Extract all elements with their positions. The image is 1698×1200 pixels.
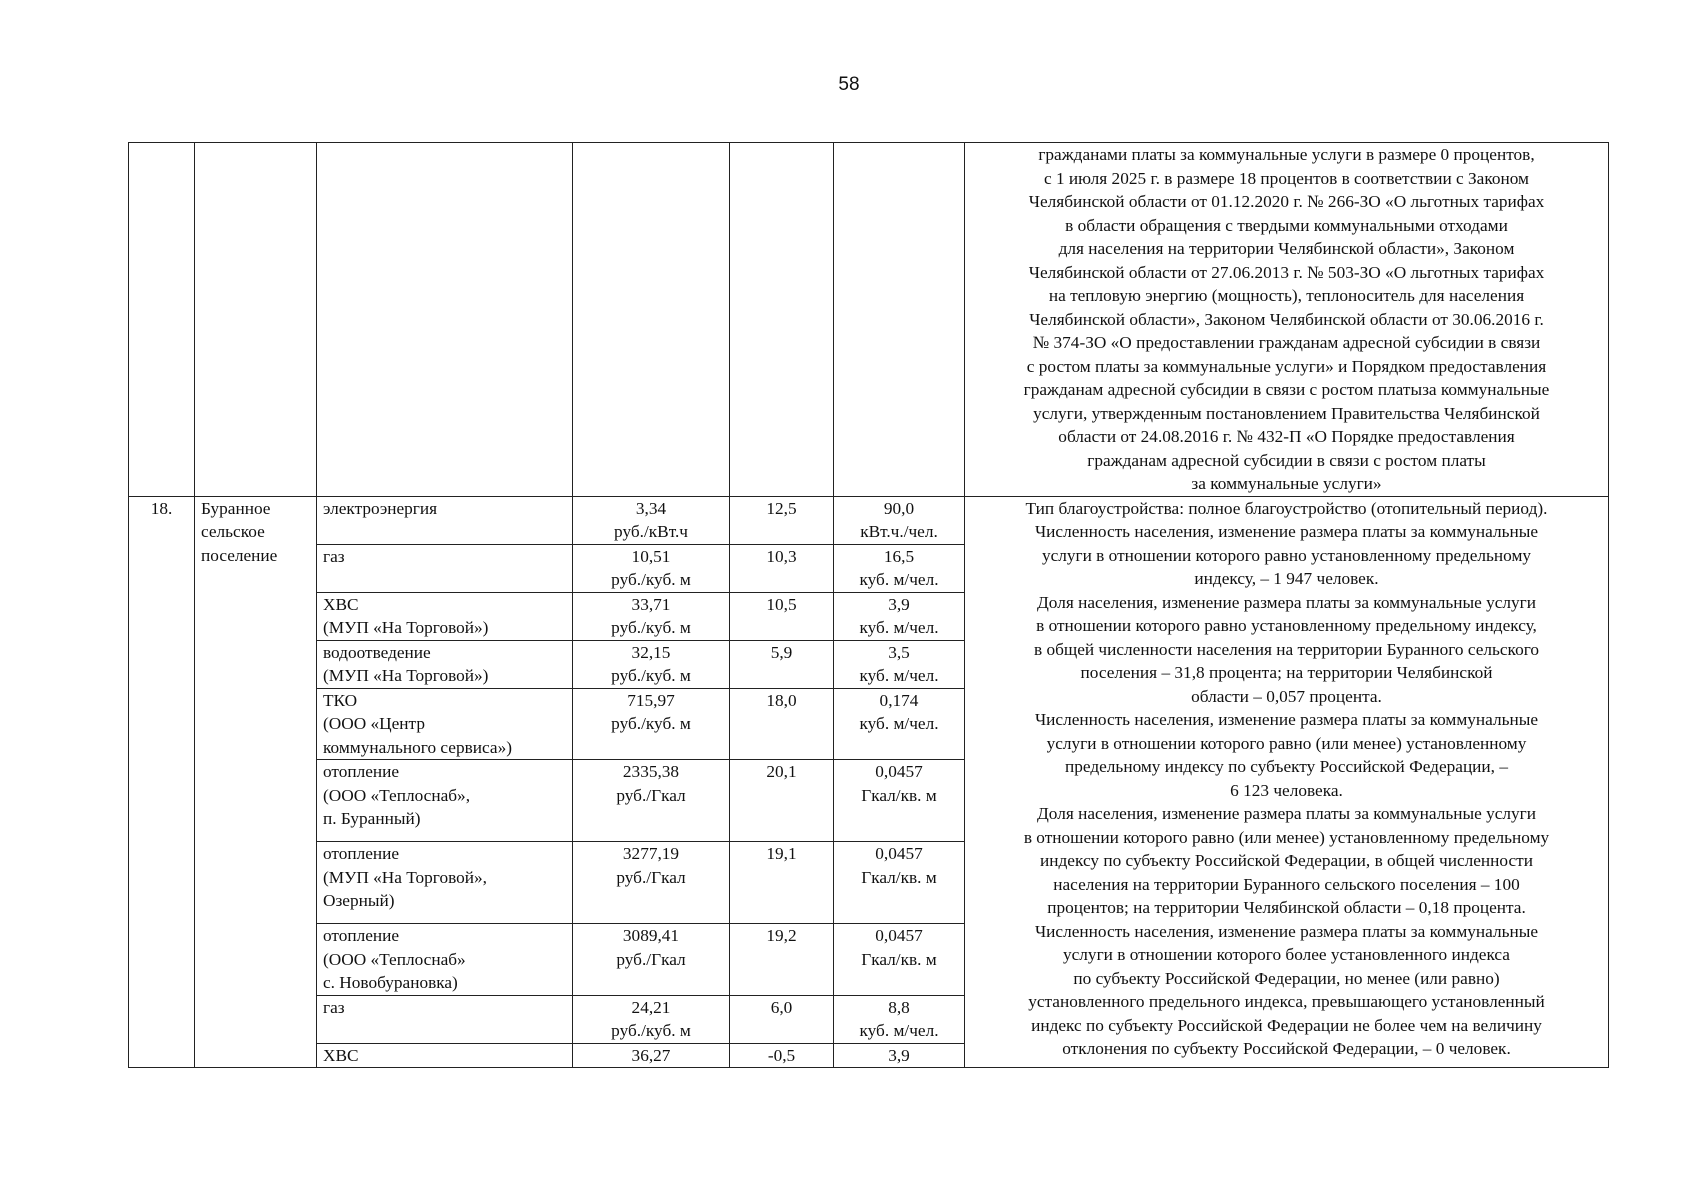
tariff-line: руб./кВт.ч [614, 522, 688, 541]
tariff-value [573, 640, 730, 688]
note-line: Доля населения, изменение размера платы за коммунальные услуги [1037, 804, 1536, 823]
note-line: в отношении которого равно установленному предельному индексу, [1036, 616, 1537, 635]
tariff-line: 10,51 [631, 546, 671, 566]
volume-line: 90,0 [883, 498, 915, 518]
note-line: установленного предельного индекса, превышающего установленный [1028, 992, 1545, 1011]
volume-line: Гкал/кв. м [861, 785, 937, 805]
note-line: населения на территории Буранного сельского поселения – 100 [1053, 874, 1520, 894]
tariff-value [573, 688, 730, 760]
service-name-line: ХВС [323, 1045, 359, 1065]
service-name-line: (ООО «Теплоснаб» [323, 949, 466, 969]
change-percent: 19,1 [730, 842, 834, 924]
municipality-name [195, 496, 317, 1068]
tariff-line: 3,34 [635, 498, 667, 518]
service-name-line: отопление [323, 844, 400, 863]
note-line: процентов; на территории Челябинской области – 0,18 процента. [1047, 898, 1526, 917]
volume-line: Гкал/кв. м [861, 949, 937, 969]
volume-line: 3,5 [888, 642, 910, 662]
note-line: гражданами платы за коммунальные услуги в размере 0 процентов, [1038, 145, 1535, 164]
service-name [317, 995, 573, 1043]
note-line: индекс по субъекту Российской Федерации не более чем на величину [1031, 1015, 1542, 1035]
note-line: для населения на территории Челябинской области», Законом [1058, 239, 1515, 258]
service-name-line: (ООО «Теплоснаб», [323, 785, 471, 805]
volume-line: 0,0457 [875, 844, 923, 863]
service-name-line: газ [323, 997, 345, 1017]
service-name-line: водоотведение [323, 642, 431, 662]
tariff-table [128, 142, 1609, 1068]
service-name-line: (МУП «На Торговой») [323, 666, 489, 685]
volume-line: 3,9 [888, 1045, 910, 1065]
service-name-line: отопление [323, 762, 400, 781]
change-percent: 10,3 [730, 544, 834, 592]
note-line: услуги в отношении которого более установленного индекса [1063, 945, 1510, 964]
note-line: по субъекту Российской Федерации, но менее (или равно) [1073, 968, 1500, 988]
tariff-line: 3089,41 [622, 926, 680, 945]
note-line: на тепловую энергию (мощность), теплоноситель для населения [1048, 286, 1525, 305]
change-percent: -0,5 [730, 1043, 834, 1068]
empty-cell [129, 143, 195, 497]
note-line: № 374-ЗО «О предоставлении гражданам адресной субсидии в связи [1032, 333, 1541, 352]
tariff-value [573, 995, 730, 1043]
tariff-line: руб./куб. м [611, 618, 691, 637]
volume-line: куб. м/чел. [859, 666, 939, 685]
tariff-value [573, 592, 730, 640]
municipality-line: поселение [201, 545, 278, 565]
tariff-value [573, 496, 730, 544]
tariff-value [573, 760, 730, 842]
volume-line: куб. м/чел. [859, 570, 939, 589]
change-percent: 5,9 [730, 640, 834, 688]
row-number: 18. [129, 496, 195, 1068]
note-line: предельному индексу по субъекту Российской Федерации, – [1065, 757, 1508, 776]
tariff-line: 2335,38 [622, 762, 680, 781]
consumption-volume [834, 842, 965, 924]
change-percent: 19,2 [730, 924, 834, 996]
change-percent: 10,5 [730, 592, 834, 640]
consumption-volume [834, 924, 965, 996]
volume-line: кВт.ч./чел. [860, 522, 938, 541]
tariff-value [573, 924, 730, 996]
tariff-value [573, 1043, 730, 1068]
consumption-volume [834, 760, 965, 842]
consumption-volume [834, 1043, 965, 1068]
service-name-line: (МУП «На Торговой», [323, 867, 487, 887]
note-line: услуги в отношении которого равно (или менее) установленному [1046, 733, 1527, 753]
note-line: Челябинской области от 27.06.2013 г. № 503-ЗО «О льготных тарифах [1028, 262, 1545, 282]
tariff-line: 36,27 [631, 1045, 671, 1065]
service-name-line: с. Новобурановка) [323, 973, 458, 992]
volume-line: 0,0457 [875, 926, 923, 945]
note-line: Челябинской области», Законом Челябинской области от 30.06.2016 г. [1029, 309, 1544, 329]
change-percent: 6,0 [730, 995, 834, 1043]
tariff-line: руб./куб. м [611, 714, 691, 733]
note-line: в отношении которого равно (или менее) установленному предельному [1023, 827, 1550, 847]
tariff-line: руб./куб. м [611, 1021, 691, 1040]
service-name [317, 1043, 573, 1068]
service-name-line: электроэнергия [323, 498, 438, 518]
note-line: индексу по субъекту Российской Федерации, в общей численности [1040, 851, 1533, 870]
tariff-line: 33,71 [631, 594, 671, 614]
consumption-volume [834, 995, 965, 1043]
tariff-line: руб./Гкал [616, 949, 686, 969]
tariff-line: 32,15 [631, 642, 671, 662]
consumption-volume [834, 496, 965, 544]
empty-cell [730, 143, 834, 497]
note-line: отклонения по субъекту Российской Федерации, – 0 человек. [1062, 1039, 1511, 1058]
service-name [317, 924, 573, 996]
note-line: индексу, – 1 947 человек. [1194, 569, 1379, 588]
tariff-value [573, 544, 730, 592]
note-line: поселения – 31,8 процента; на территории Челябинской [1080, 663, 1493, 682]
consumption-volume [834, 592, 965, 640]
note-line: с ростом платы за коммунальные услуги» и Порядком предоставления [1026, 356, 1547, 376]
note-line: Численность населения, изменение размера платы за коммунальные [1034, 522, 1539, 541]
volume-line: Гкал/кв. м [861, 867, 937, 887]
service-name-line: ТКО [323, 690, 358, 710]
volume-line: куб. м/чел. [859, 618, 939, 637]
tariff-value [573, 842, 730, 924]
tariff-line: 24,21 [631, 997, 671, 1017]
note-line: услуги, утвержденным постановлением Правительства Челябинской [1033, 403, 1540, 423]
page-number: 58 [838, 74, 860, 95]
service-name [317, 640, 573, 688]
note-line: гражданам адресной субсидии в связи с ростом платыза коммунальные [1023, 380, 1550, 399]
service-name [317, 592, 573, 640]
change-percent: 12,5 [730, 496, 834, 544]
service-name-line: (МУП «На Торговой») [323, 618, 489, 637]
service-name [317, 760, 573, 842]
service-name-line: коммунального сервиса») [323, 737, 512, 757]
tariff-line: 3277,19 [622, 844, 680, 863]
tariff-line: руб./куб. м [611, 666, 691, 685]
note-line: области от 24.08.2016 г. № 432-П «О Порядке предоставления [1058, 427, 1515, 446]
service-name [317, 688, 573, 760]
municipality-line: сельское [201, 522, 265, 541]
consumption-volume [834, 544, 965, 592]
volume-line: куб. м/чел. [859, 714, 939, 733]
volume-line: 16,5 [883, 546, 915, 566]
tariff-line: руб./Гкал [616, 785, 686, 805]
note-line: услуги в отношении которого равно установленному предельному [1041, 545, 1532, 565]
municipality-line: Буранное [201, 498, 271, 518]
empty-cell [834, 143, 965, 497]
note-line: Челябинской области от 01.12.2020 г. № 266-ЗО «О льготных тарифах [1028, 192, 1545, 211]
note-line: Доля населения, изменение размера платы за коммунальные услуги [1037, 592, 1536, 612]
note-line: Тип благоустройства: полное благоустройство (отопительный период). [1025, 498, 1548, 518]
population-notes [965, 496, 1609, 1068]
consumption-volume [834, 640, 965, 688]
service-name-line: ХВС [323, 594, 359, 614]
service-name-line: отопление [323, 926, 400, 945]
service-name-line: (ООО «Центр [323, 714, 425, 733]
empty-cell [317, 143, 573, 497]
volume-line: 3,9 [888, 594, 910, 614]
note-line: за коммунальные услуги» [1191, 474, 1382, 493]
tariff-line: руб./Гкал [616, 867, 686, 887]
volume-line: куб. м/чел. [859, 1021, 939, 1040]
consumption-volume [834, 688, 965, 760]
note-line: 6 123 человека. [1230, 780, 1343, 800]
service-name-line: п. Буранный) [323, 809, 421, 828]
tariff-line: руб./куб. м [611, 570, 691, 589]
service-name [317, 842, 573, 924]
service-name-line: газ [323, 546, 345, 566]
note-line: в общей численности населения на территории Буранного сельского [1033, 639, 1540, 659]
note-line: Численность населения, изменение размера платы за коммунальные [1034, 921, 1539, 941]
volume-line: 8,8 [888, 997, 910, 1017]
service-row [129, 496, 1609, 544]
volume-line: 0,174 [879, 690, 919, 710]
empty-cell [195, 143, 317, 497]
change-percent: 20,1 [730, 760, 834, 842]
service-name-line: Озерный) [323, 891, 395, 910]
note-line: с 1 июля 2025 г. в размере 18 процентов в соответствии с Законом [1043, 168, 1529, 188]
volume-line: 0,0457 [875, 762, 923, 781]
note-line: в области обращения с твердыми коммунальными отходами [1065, 215, 1508, 235]
change-percent: 18,0 [730, 688, 834, 760]
empty-cell [573, 143, 730, 497]
continuation-row [129, 143, 1609, 497]
tariff-line: 715,97 [627, 690, 675, 710]
service-name [317, 496, 573, 544]
continuation-notes [965, 143, 1609, 497]
note-line: Численность населения, изменение размера платы за коммунальные [1034, 710, 1539, 729]
note-line: области – 0,057 процента. [1191, 686, 1382, 706]
service-name [317, 544, 573, 592]
note-line: гражданам адресной субсидии в связи с ростом платы [1087, 450, 1486, 470]
